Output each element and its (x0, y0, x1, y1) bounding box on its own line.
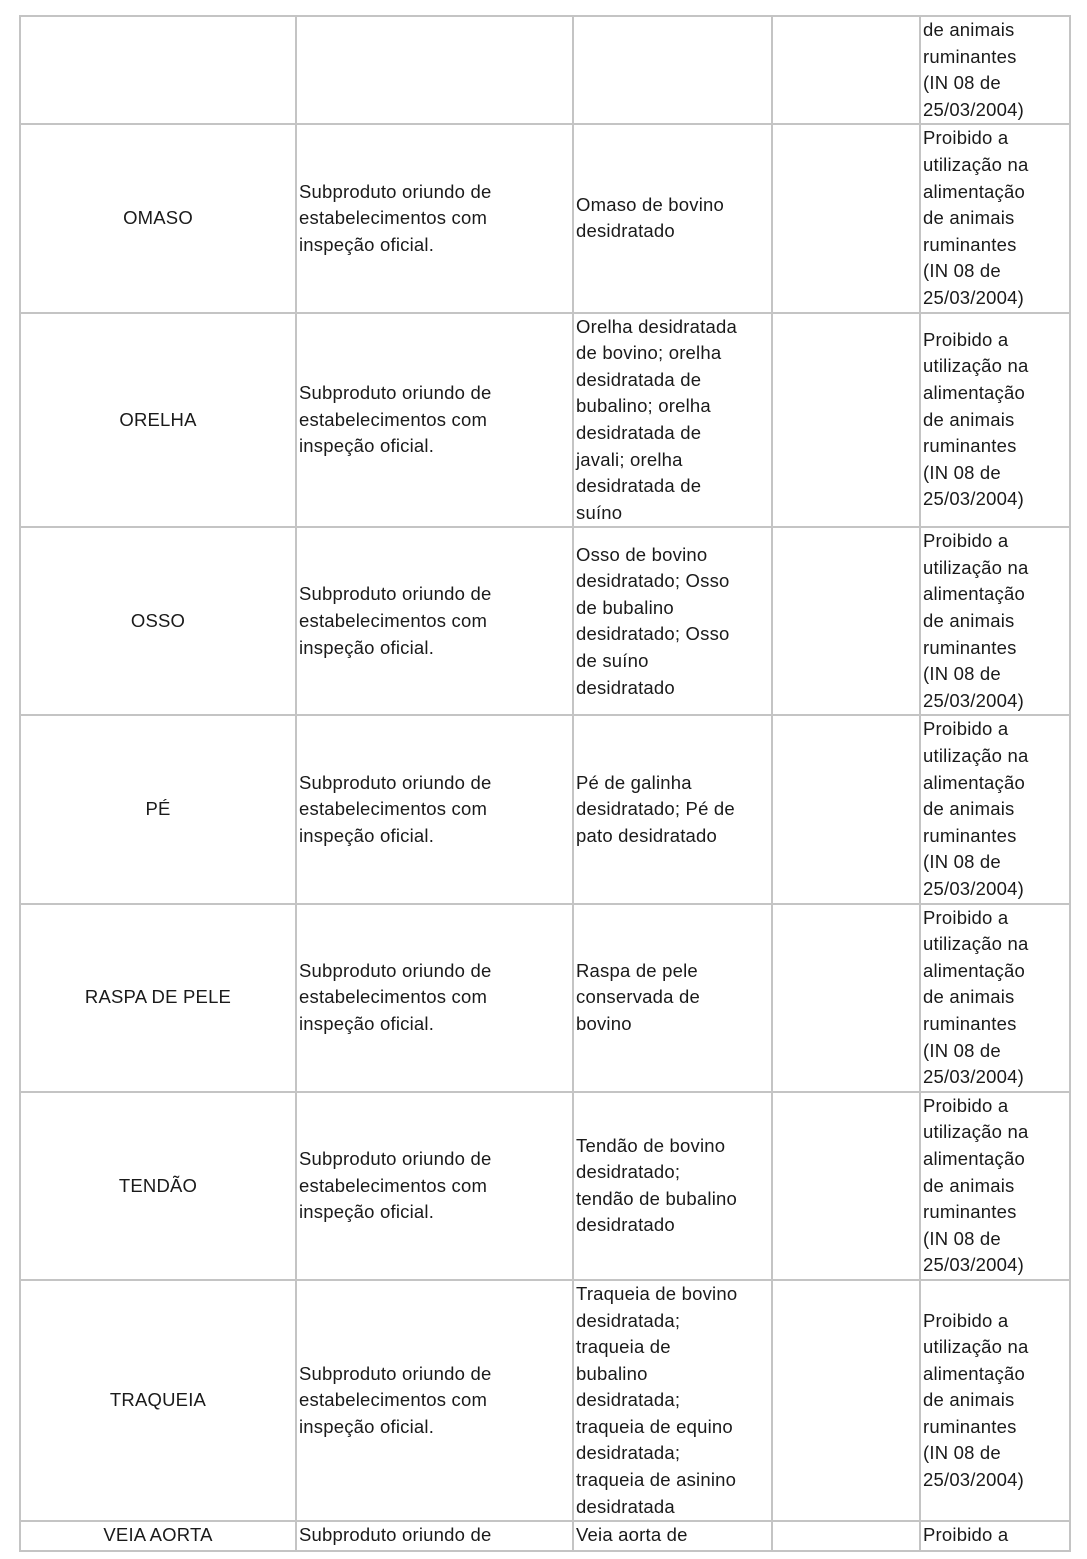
restriction-line: alimentação (923, 583, 1025, 605)
product-name: OMASO (123, 207, 193, 229)
description-line: Osso de bovino (576, 543, 708, 565)
restriction-cell (920, 124, 1070, 312)
restriction-line: de animais (923, 207, 1015, 229)
table-row (20, 124, 1070, 312)
restriction-line: (IN 08 de (923, 461, 1001, 483)
product-name-cell (20, 715, 296, 903)
product-name-cell (20, 1521, 296, 1551)
restriction-line: utilização na (923, 556, 1029, 578)
product-name-cell (20, 313, 296, 528)
restriction-cell (920, 313, 1070, 528)
origin-line: estabelecimentos com (299, 986, 488, 1008)
description-line: javali; orelha (576, 448, 683, 470)
restriction-line: de animais (923, 1174, 1015, 1196)
restriction-line: 25/03/2004) (923, 1254, 1024, 1276)
empty-cell (772, 313, 920, 528)
product-name: PÉ (145, 798, 171, 820)
product-table-body (20, 16, 1070, 1551)
product-name: ORELHA (119, 408, 197, 430)
restriction-line: ruminantes (923, 824, 1017, 846)
restriction-line: Proibido a (923, 906, 1009, 928)
restriction-cell (920, 1280, 1070, 1521)
origin-line: inspeção oficial. (299, 435, 435, 457)
origin-line: inspeção oficial. (299, 824, 435, 846)
origin-line: inspeção oficial. (299, 1415, 435, 1437)
table-row (20, 715, 1070, 903)
restriction-line: de animais (923, 798, 1015, 820)
empty-cell (772, 16, 920, 124)
origin-line: inspeção oficial. (299, 233, 435, 255)
origin-cell (296, 527, 573, 715)
description-line: desidratado (576, 220, 675, 242)
restriction-line: ruminantes (923, 233, 1017, 255)
description-cell (573, 904, 772, 1092)
product-name: RASPA DE PELE (84, 986, 232, 1008)
empty-cell (772, 1280, 920, 1521)
restriction-line: ruminantes (923, 1415, 1017, 1437)
description-line: desidratada de (576, 475, 702, 497)
description-line: traqueia de asinino (576, 1469, 737, 1491)
restriction-line: 25/03/2004) (923, 286, 1024, 308)
description-line: desidratado; (576, 1161, 681, 1183)
product-name-cell (20, 1280, 296, 1521)
description-line: bubalino (576, 1362, 648, 1384)
origin-cell (296, 313, 573, 528)
product-name-cell (20, 1092, 296, 1280)
restriction-line: Proibido a (923, 1524, 1009, 1546)
product-name: TENDÃO (118, 1174, 198, 1196)
origin-cell (296, 1280, 573, 1521)
restriction-line: ruminantes (923, 45, 1017, 67)
restriction-line: (IN 08 de (923, 72, 1001, 94)
product-name-cell (20, 124, 296, 312)
product-name-cell (20, 527, 296, 715)
origin-line: Subproduto oriundo de (299, 1362, 492, 1384)
restriction-line: utilização na (923, 153, 1029, 175)
restriction-line: alimentação (923, 959, 1025, 981)
origin-line: Subproduto oriundo de (299, 382, 492, 404)
restriction-line: de animais (923, 1389, 1015, 1411)
origin-cell (296, 904, 573, 1092)
description-line: desidratado; Pé de (576, 798, 735, 820)
origin-line: inspeção oficial. (299, 1201, 435, 1223)
description-line: desidratada (576, 1495, 675, 1517)
restriction-line: Proibido a (923, 1094, 1009, 1116)
restriction-line: Proibido a (923, 1309, 1009, 1331)
restriction-line: 25/03/2004) (923, 1469, 1024, 1491)
origin-line: Subproduto oriundo de (299, 1147, 492, 1169)
description-line: Pé de galinha (576, 771, 692, 793)
description-cell (573, 527, 772, 715)
restriction-line: Proibido a (923, 530, 1009, 552)
origin-line: estabelecimentos com (299, 798, 488, 820)
product-name-cell (20, 904, 296, 1092)
restriction-line: (IN 08 de (923, 663, 1001, 685)
origin-line: estabelecimentos com (299, 1174, 488, 1196)
description-line: Veia aorta de (576, 1524, 688, 1546)
restriction-cell (920, 904, 1070, 1092)
restriction-line: utilização na (923, 355, 1029, 377)
origin-cell (296, 1092, 573, 1280)
restriction-line: alimentação (923, 771, 1025, 793)
restriction-line: alimentação (923, 382, 1025, 404)
restriction-line: 25/03/2004) (923, 689, 1024, 711)
origin-cell (296, 124, 573, 312)
description-line: Omaso de bovino (576, 193, 725, 215)
restriction-line: de animais (923, 610, 1015, 632)
description-line: de bubalino (576, 596, 674, 618)
empty-cell (772, 1521, 920, 1551)
description-line: desidratada; (576, 1389, 681, 1411)
restriction-cell (920, 1092, 1070, 1280)
description-line: desidratada; (576, 1309, 681, 1331)
description-line: desidratado (576, 676, 675, 698)
restriction-line: ruminantes (923, 1012, 1017, 1034)
empty-cell (772, 904, 920, 1092)
restriction-line: ruminantes (923, 1201, 1017, 1223)
restriction-cell (920, 16, 1070, 124)
description-line: de suíno (576, 649, 649, 671)
description-line: de bovino; orelha (576, 342, 722, 364)
restriction-line: utilização na (923, 1336, 1029, 1358)
table-row (20, 527, 1070, 715)
restriction-line: de animais (923, 19, 1015, 40)
description-line: desidratada; (576, 1442, 681, 1464)
empty-cell (772, 715, 920, 903)
description-line: Raspa de pele (576, 959, 698, 981)
description-line: traqueia de (576, 1336, 671, 1358)
restriction-line: alimentação (923, 1147, 1025, 1169)
description-line: desidratada de (576, 421, 702, 443)
restriction-line: 25/03/2004) (923, 98, 1024, 120)
restriction-line: 25/03/2004) (923, 878, 1024, 899)
description-cell (573, 1521, 772, 1551)
restriction-line: de animais (923, 986, 1015, 1008)
restriction-line: ruminantes (923, 636, 1017, 658)
product-table (19, 15, 1071, 1552)
restriction-line: Proibido a (923, 328, 1009, 350)
restriction-line: Proibido a (923, 127, 1009, 149)
empty-cell (772, 124, 920, 312)
description-line: suíno (576, 501, 623, 523)
restriction-line: alimentação (923, 1362, 1025, 1384)
origin-cell (296, 16, 573, 124)
description-cell (573, 715, 772, 903)
description-line: desidratado; Osso (576, 623, 730, 645)
origin-cell (296, 1521, 573, 1551)
origin-line: estabelecimentos com (299, 1389, 488, 1411)
description-line: traqueia de equino (576, 1415, 733, 1437)
restriction-line: 25/03/2004) (923, 1066, 1024, 1088)
origin-line: estabelecimentos com (299, 408, 488, 430)
empty-cell (772, 527, 920, 715)
description-cell (573, 16, 772, 124)
restriction-line: (IN 08 de (923, 1227, 1001, 1249)
restriction-line: Proibido a (923, 718, 1009, 740)
origin-line: inspeção oficial. (299, 1012, 435, 1034)
description-line: pato desidratado (576, 824, 718, 846)
product-name: VEIA AORTA (103, 1524, 213, 1546)
product-name-cell (20, 16, 296, 124)
description-line: desidratada de (576, 368, 702, 390)
table-row (20, 904, 1070, 1092)
origin-line: Subproduto oriundo de (299, 1524, 492, 1546)
restriction-line: utilização na (923, 933, 1029, 955)
description-line: bovino (576, 1012, 632, 1034)
origin-line: Subproduto oriundo de (299, 959, 492, 981)
restriction-line: 25/03/2004) (923, 488, 1024, 510)
origin-line: Subproduto oriundo de (299, 180, 492, 202)
restriction-line: (IN 08 de (923, 1442, 1001, 1464)
description-line: conservada de (576, 986, 700, 1008)
description-line: bubalino; orelha (576, 395, 711, 417)
table-row (20, 16, 1070, 124)
restriction-line: utilização na (923, 1121, 1029, 1143)
description-line: desidratado; Osso (576, 570, 730, 592)
description-line: Orelha desidratada (576, 315, 737, 337)
description-line: desidratado (576, 1214, 675, 1236)
restriction-cell (920, 715, 1070, 903)
table-row (20, 1092, 1070, 1280)
restriction-line: ruminantes (923, 435, 1017, 457)
origin-line: inspeção oficial. (299, 636, 435, 658)
description-line: tendão de bubalino (576, 1187, 737, 1209)
table-row (20, 1521, 1070, 1551)
origin-cell (296, 715, 573, 903)
description-cell (573, 1280, 772, 1521)
product-name: OSSO (130, 610, 186, 632)
restriction-line: (IN 08 de (923, 260, 1001, 282)
restriction-line: alimentação (923, 180, 1025, 202)
description-line: Traqueia de bovino (576, 1282, 738, 1304)
table-row (20, 313, 1070, 528)
origin-line: estabelecimentos com (299, 207, 488, 229)
origin-line: Subproduto oriundo de (299, 583, 492, 605)
product-name: TRAQUEIA (109, 1389, 207, 1411)
restriction-line: de animais (923, 408, 1015, 430)
restriction-line: utilização na (923, 745, 1029, 767)
origin-line: Subproduto oriundo de (299, 771, 492, 793)
restriction-line: (IN 08 de (923, 851, 1001, 873)
restriction-cell (920, 1521, 1070, 1551)
description-cell (573, 1092, 772, 1280)
empty-cell (772, 1092, 920, 1280)
restriction-cell (920, 527, 1070, 715)
description-cell (573, 124, 772, 312)
restriction-line: (IN 08 de (923, 1039, 1001, 1061)
description-line: Tendão de bovino (576, 1134, 726, 1156)
origin-line: estabelecimentos com (299, 610, 488, 632)
description-cell (573, 313, 772, 528)
table-row (20, 1280, 1070, 1521)
